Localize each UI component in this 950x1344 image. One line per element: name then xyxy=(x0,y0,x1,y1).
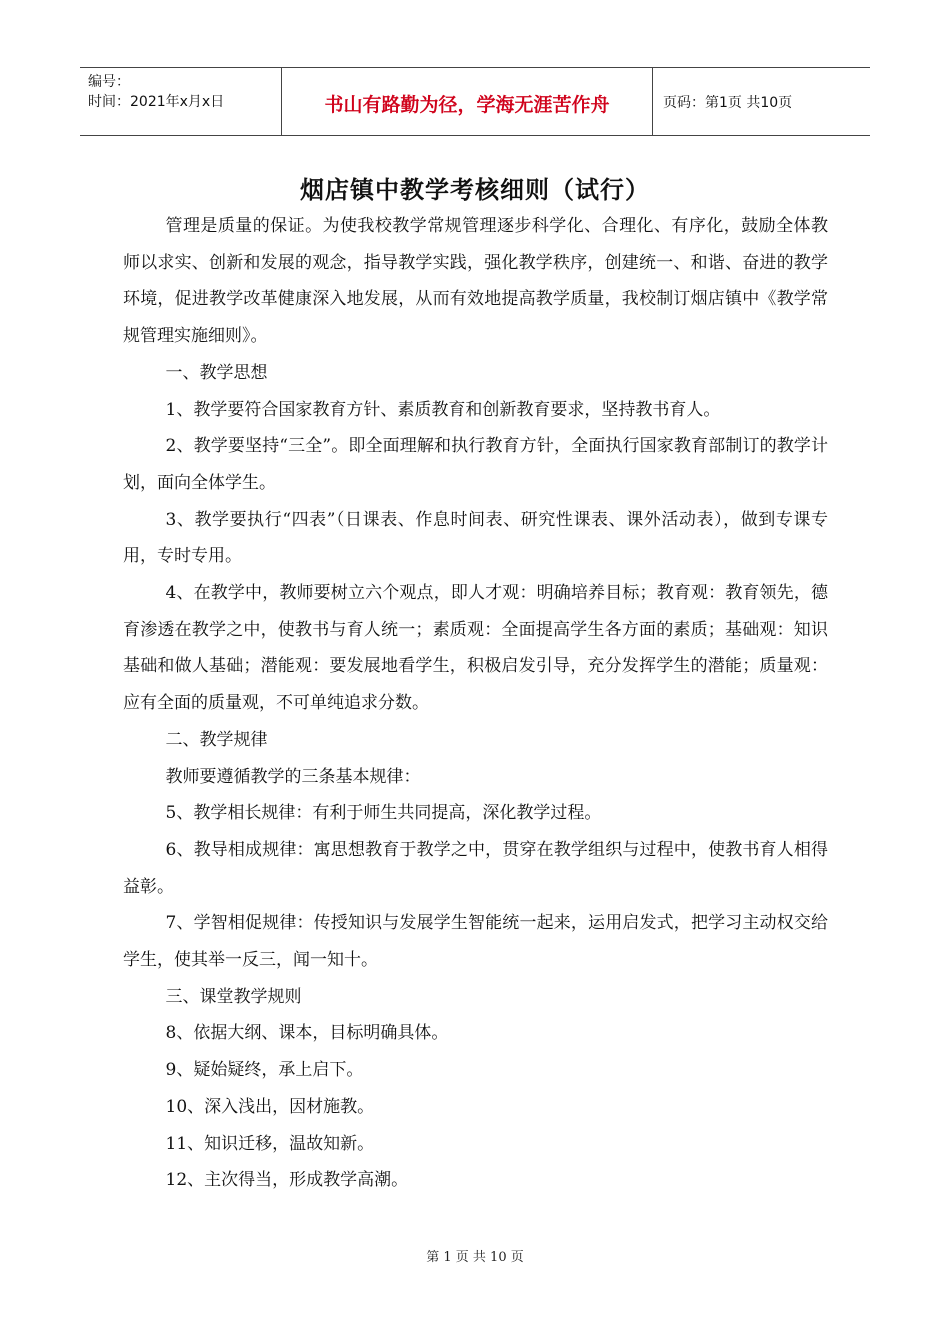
document-time-label: 时间：2021年x月x日 xyxy=(88,94,225,110)
rule-item: 6、教导相成规律：寓思想教育于教学之中，贯穿在教学组织与过程中，使教书育人相得益彰。 xyxy=(123,839,828,897)
section-intro: 教师要遵循教学的三条基本规律： xyxy=(165,766,421,787)
header-page-info: 页码：第1页 共10页 xyxy=(663,94,793,111)
rule-item: 1、教学要符合国家教育方针、素质教育和创新教育要求，坚持教书育人。 xyxy=(165,399,721,420)
rule-item: 4、在教学中，教师要树立六个观点，即人才观：明确培养目标；教育观：教育领先，德育渗透在教学之中，使教书与育人统一；素质观：全面提高学生各方面的素质；基础观：知识基础和做人基础；潜能观：要发展地看学生，积极启发引导，充分发挥学生的潜能；质量观：应有全面的质量观，不可单纯追求分数。 xyxy=(123,583,828,714)
rule-item: 10、深入浅出，因材施教。 xyxy=(165,1096,375,1117)
section-heading-teaching-thought: 一、教学思想 xyxy=(165,362,268,383)
intro-paragraph: 管理是质量的保证。为使我校教学常规管理逐步科学化、合理化、有序化，鼓励全体教师以求实、创新和发展的观念，指导教学实践，强化教学秩序，创建统一、和谐、奋进的教学环境，促进教学改革健康深入地发展，从而有效地提高教学质量，我校制订烟店镇中《教学常规管理实施细则》。 xyxy=(123,216,828,347)
section-heading-teaching-laws: 二、教学规律 xyxy=(165,729,268,750)
rule-item: 2、教学要坚持“三全”。即全面理解和执行教育方针，全面执行国家教育部制订的教学计划，面向全体学生。 xyxy=(123,436,828,493)
rule-item: 9、疑始疑终，承上启下。 xyxy=(165,1060,364,1081)
header-motto: 书山有路勤为径，学海无涯苦作舟 xyxy=(281,68,653,135)
rule-item: 12、主次得当，形成教学高潮。 xyxy=(165,1170,409,1191)
document-body xyxy=(123,208,828,1199)
rule-item: 11、知识迁移，温故知新。 xyxy=(165,1133,375,1154)
section-heading-classroom-rules: 三、课堂教学规则 xyxy=(165,986,302,1007)
rule-item: 7、学智相促规律：传授知识与发展学生智能统一起来，运用启发式，把学习主动权交给学生，使其举一反三，闻一知十。 xyxy=(123,913,828,971)
rule-item: 8、依据大纲、课本，目标明确具体。 xyxy=(165,1023,449,1044)
rule-item: 5、教学相长规律：有利于师生共同提高，深化教学过程。 xyxy=(165,803,602,824)
header-table xyxy=(80,67,870,136)
document-title: 烟店镇中教学考核细则（试行） xyxy=(300,176,650,204)
rule-item: 3、教学要执行“四表”（日课表、作息时间表、研究性课表、课外活动表），做到专课专用，专时专用。 xyxy=(123,509,828,567)
document-number-label: 编号： xyxy=(88,74,130,90)
page-footer: 第 1 页 共 10 页 xyxy=(426,1250,524,1265)
header-meta-cell xyxy=(80,68,281,135)
